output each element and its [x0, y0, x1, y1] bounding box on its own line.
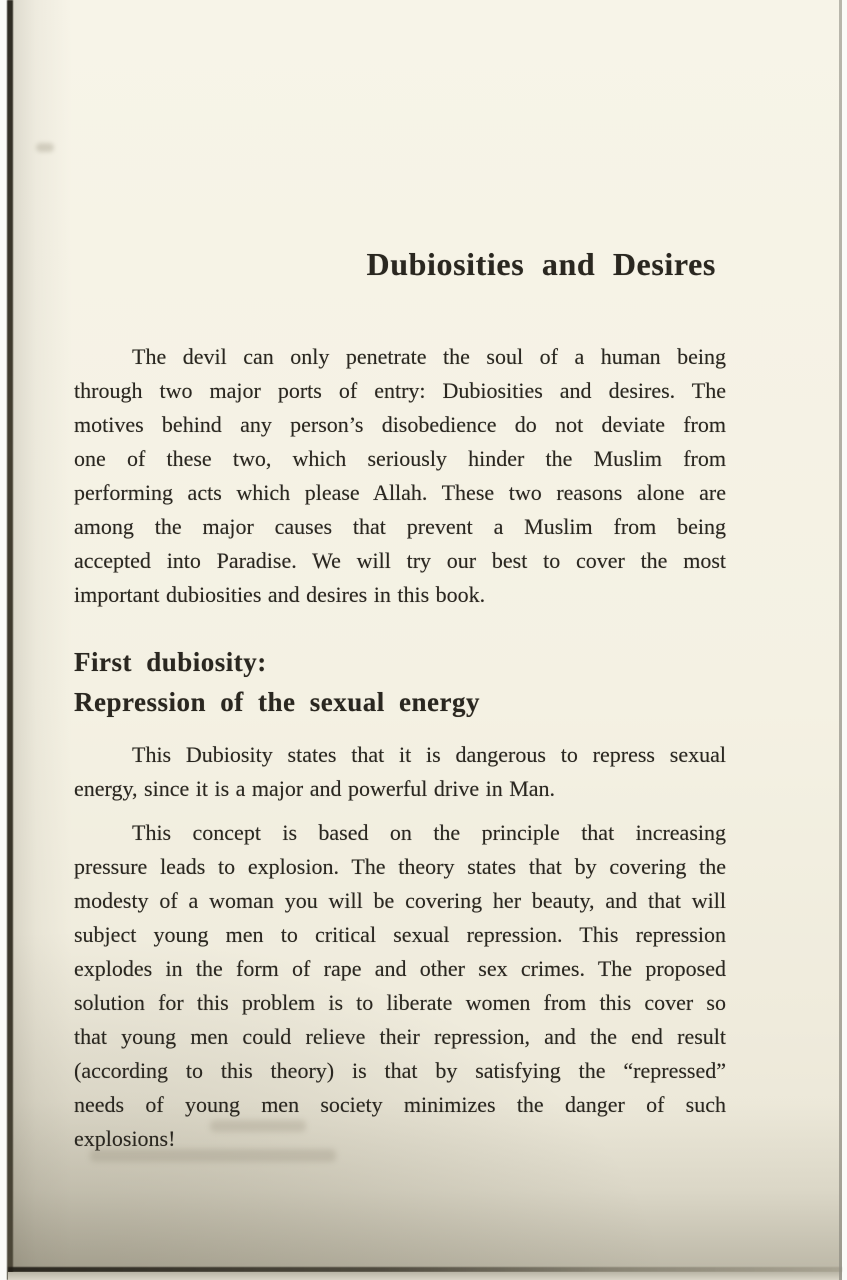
text-line: subject young men to critical sexual repression. This repression	[74, 922, 726, 947]
paragraph	[74, 816, 726, 1156]
book-page	[8, 0, 842, 1280]
heading-line: First dubiosity:	[74, 647, 267, 677]
text-line: (according to this theory) is that by satisfying the “repressed”	[74, 1058, 726, 1083]
text-line: energy, since it is a major and powerful drive in Man.	[74, 776, 556, 801]
text-line: explosions!	[74, 1126, 176, 1151]
text-line: needs of young men society minimizes the danger of such	[74, 1092, 726, 1117]
text-line: explodes in the form of rape and other sex crimes. The proposed	[74, 956, 726, 981]
text-line: This Dubiosity states that it is dangerous to repress sexual	[132, 742, 726, 767]
page-right-edge	[839, 0, 842, 1280]
heading-line: Repression of the sexual energy	[74, 687, 480, 717]
text-line: performing acts which please Allah. These two reasons alone are	[74, 480, 726, 505]
text-line: modesty of a woman you will be covering her beauty, and that will	[74, 888, 726, 913]
book-spine-edge	[7, 0, 13, 1280]
chapter-title: Dubiosities and Desires	[366, 246, 716, 282]
text-line: motives behind any person’s disobedience do not deviate from	[74, 412, 726, 437]
text-line: among the major causes that prevent a Muslim from being	[74, 514, 726, 539]
intro-paragraph	[74, 340, 726, 612]
text-line: that young men could relieve their repression, and the end result	[74, 1024, 726, 1049]
section-heading	[74, 642, 726, 722]
paragraph	[74, 738, 726, 806]
text-line: accepted into Paradise. We will try our best to cover the most	[74, 548, 726, 573]
text-line: solution for this problem is to liberate women from this cover so	[74, 990, 726, 1015]
show-through-smudge	[210, 1120, 306, 1132]
text-line: pressure leads to explosion. The theory states that by covering the	[74, 854, 726, 879]
text-line: important dubiosities and desires in this book.	[74, 582, 486, 607]
text-line: through two major ports of entry: Dubiosities and desires. The	[74, 378, 726, 403]
show-through-smudge	[36, 143, 54, 152]
text-line: This concept is based on the principle that increasing	[132, 820, 726, 845]
text-line: one of these two, which seriously hinder the Muslim from	[74, 446, 726, 471]
text-line: The devil can only penetrate the soul of a human being	[132, 344, 726, 369]
show-through-smudge	[90, 1149, 336, 1162]
page-bottom-margin	[8, 1272, 842, 1280]
